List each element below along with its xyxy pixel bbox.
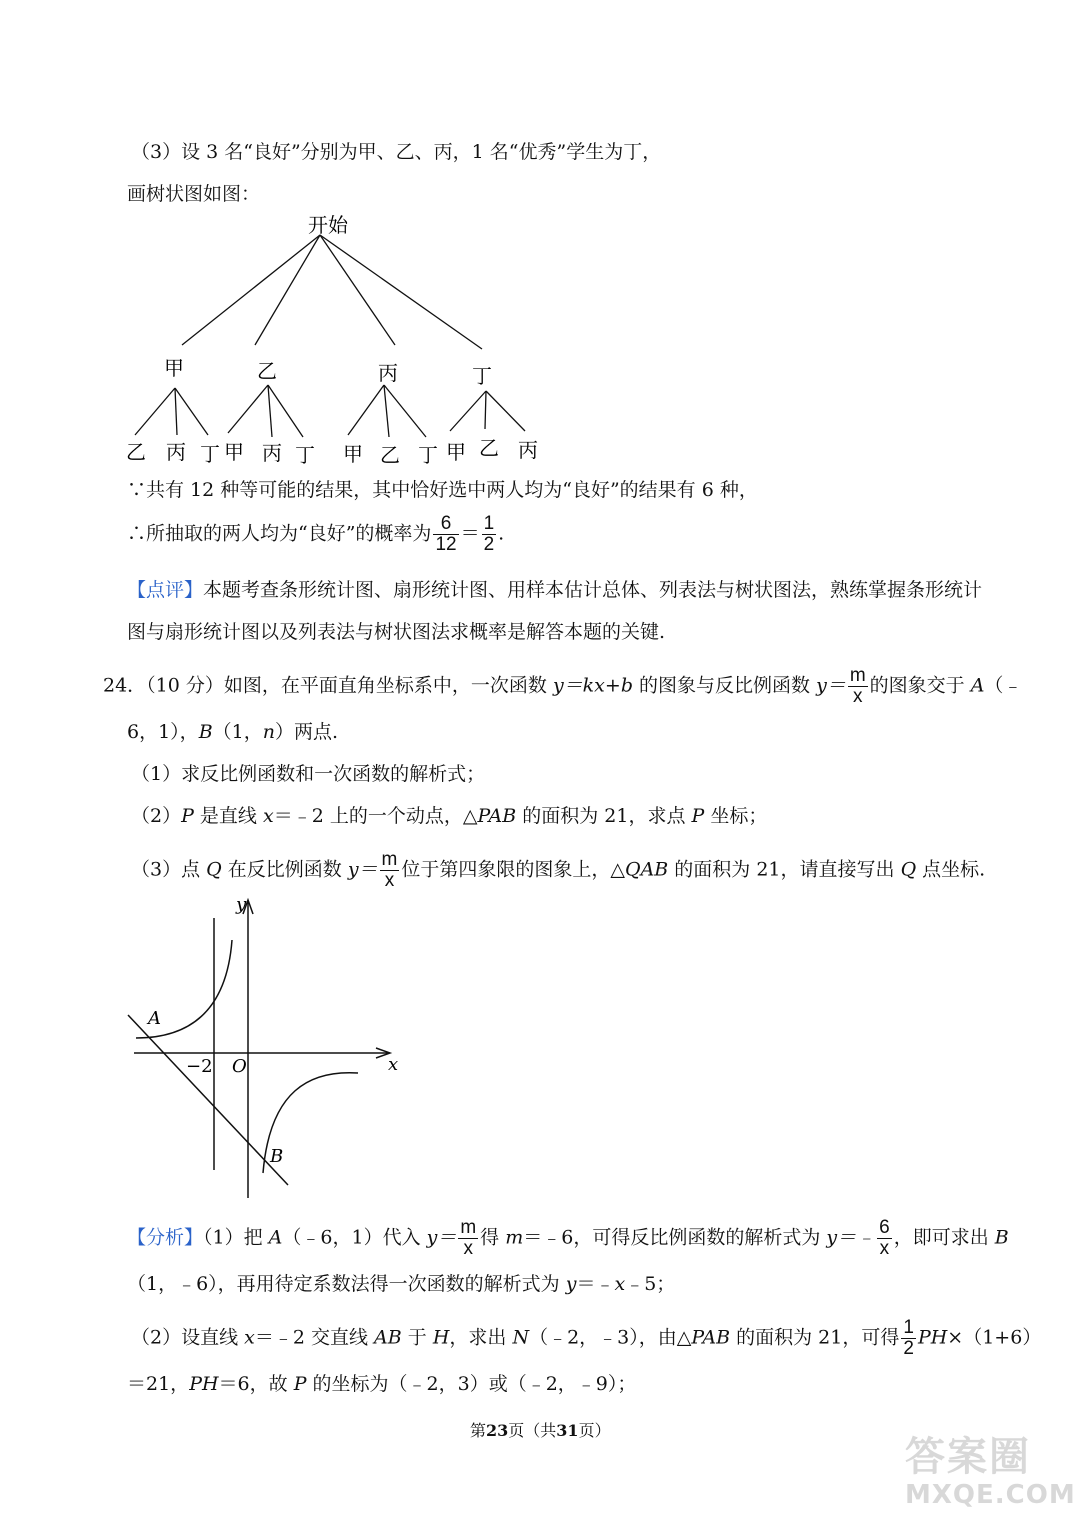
tree-l1-1: 乙 bbox=[257, 359, 277, 383]
tree-l2-2-0: 甲 bbox=[343, 442, 363, 466]
x-label: x bbox=[388, 1054, 399, 1075]
q24-text: 是直线 bbox=[193, 805, 263, 827]
analysis-text: （1）把 bbox=[203, 1226, 269, 1249]
analysis-text: ，即可求出 bbox=[893, 1226, 995, 1249]
tree-l2-3-2: 丙 bbox=[518, 438, 538, 462]
tree-l2-1-0: 甲 bbox=[224, 440, 244, 464]
tree-l2-0-0: 乙 bbox=[126, 440, 146, 464]
analysis-text: ＝﹣ bbox=[576, 1273, 615, 1295]
fraction-m-x bbox=[458, 1218, 478, 1259]
frac-num: 6 bbox=[879, 1217, 890, 1238]
analysis-line4 bbox=[127, 1372, 636, 1396]
neg2-label: −2 bbox=[186, 1056, 213, 1077]
because-line: ∵共有 12 种等可能的结果，其中恰好选中两人均为“良好”的结果有 6 种， bbox=[127, 479, 758, 501]
fraction-1-2 bbox=[482, 514, 497, 555]
fraction-m-x bbox=[380, 850, 400, 891]
q24-text: 坐标； bbox=[704, 805, 768, 827]
analysis-text: ＝﹣2 交直线 bbox=[254, 1326, 375, 1349]
frac-den: x bbox=[879, 1238, 890, 1259]
q24-y-eq: y＝ bbox=[347, 858, 378, 881]
therefore-text: ∴所抽取的两人均为“良好”的概率为 bbox=[127, 522, 432, 545]
frac-num: 1 bbox=[903, 1317, 914, 1338]
q24-text: （﹣ bbox=[984, 674, 1023, 697]
analysis-text: （﹣6，1）代入 bbox=[282, 1226, 427, 1249]
q24-text: 在反比例函数 bbox=[221, 858, 348, 881]
tree-diagram bbox=[110, 205, 570, 470]
point-n: N bbox=[512, 1326, 530, 1349]
frac-num: 1 bbox=[483, 513, 495, 534]
tree-l2-2-1: 乙 bbox=[380, 443, 400, 467]
review-line2: 图与扇形统计图以及列表法与树状图法求概率是解答本题的关键. bbox=[127, 621, 666, 643]
analysis-text: （1，﹣6），再用待定系数法得一次函数的解析式为 bbox=[127, 1273, 566, 1295]
point-p: P bbox=[293, 1373, 307, 1395]
q24-sub2 bbox=[131, 804, 767, 828]
point-p: P bbox=[691, 805, 705, 827]
var-m: m bbox=[505, 1226, 524, 1249]
frac-den: 12 bbox=[435, 534, 457, 555]
tree-root: 开始 bbox=[308, 213, 348, 237]
frac-den: x bbox=[852, 686, 863, 707]
q24-text: 的图象与反比例函数 bbox=[632, 674, 817, 697]
tree-l2-3-0: 甲 bbox=[446, 440, 466, 464]
fraction-m-x bbox=[848, 666, 868, 707]
analysis-line1 bbox=[127, 1218, 1009, 1259]
q24-text: （2） bbox=[131, 805, 182, 827]
part3-line2: 画树状图如图： bbox=[127, 183, 261, 205]
q24-text: 点坐标. bbox=[916, 858, 986, 881]
review-text1: 本题考查条形统计图、扇形统计图、用样本估计总体、列表法与树状图法，熟练掌握条形统计 bbox=[203, 579, 983, 601]
q24-linear-func: y＝kx+b bbox=[552, 674, 633, 697]
analysis-text: ﹣5； bbox=[625, 1273, 676, 1295]
origin-label: O bbox=[232, 1056, 247, 1077]
analysis-line2 bbox=[127, 1272, 675, 1296]
frac-den: x bbox=[384, 870, 395, 891]
q24-text: 的面积为 21，求点 bbox=[516, 805, 692, 827]
analysis-text: 的面积为 21，可得 bbox=[730, 1326, 900, 1349]
tree-l2-0-2: 丁 bbox=[200, 442, 220, 466]
coordinate-graph bbox=[120, 890, 410, 1205]
y-eq: y＝ bbox=[426, 1226, 457, 1249]
analysis-text: （﹣2，﹣3），由△ bbox=[529, 1326, 692, 1349]
point-a: A bbox=[268, 1226, 283, 1249]
q24-text: 24．（10 分）如图，在平面直角坐标系中，一次函数 bbox=[103, 674, 553, 697]
tree-l1-2: 丙 bbox=[378, 361, 398, 385]
q24-sub1: （1）求反比例函数和一次函数的解析式； bbox=[131, 763, 486, 785]
q24-text: 位于第四象限的图象上，△ bbox=[401, 858, 625, 881]
tree-l2-2-2: 丁 bbox=[418, 443, 438, 467]
y-label: y bbox=[236, 894, 247, 915]
frac-den: 2 bbox=[903, 1338, 914, 1359]
therefore-line bbox=[127, 514, 504, 555]
analysis-text: ＝﹣6，可得反比例函数的解析式为 bbox=[523, 1226, 827, 1249]
analysis-text: ，求出 bbox=[449, 1326, 513, 1349]
point-q: Q bbox=[206, 858, 222, 881]
frac-den: 2 bbox=[483, 534, 495, 555]
triangle-pab: PAB bbox=[477, 805, 517, 827]
var-y: y bbox=[565, 1273, 577, 1295]
q24-line1 bbox=[103, 666, 1022, 707]
period: . bbox=[498, 522, 505, 545]
q24-text: 6，1）， bbox=[127, 721, 199, 743]
tree-l2-0-1: 丙 bbox=[166, 440, 186, 464]
analysis-text: ＝21， bbox=[127, 1373, 190, 1395]
footer-text: 第 bbox=[470, 1421, 487, 1440]
var-x: x bbox=[614, 1273, 626, 1295]
analysis-tag: 【分析】 bbox=[127, 1226, 204, 1249]
q24-text: ＝﹣2 上的一个动点，△ bbox=[273, 805, 478, 827]
analysis-line3 bbox=[131, 1318, 1041, 1359]
tree-l2-1-2: 丁 bbox=[295, 443, 315, 467]
tree-branches bbox=[135, 235, 525, 437]
frac-num: m bbox=[849, 665, 866, 686]
segment-ph: PH bbox=[189, 1373, 219, 1395]
analysis-text: ×（1+6） bbox=[947, 1326, 1042, 1349]
q24-text: 的面积为 21，请直接写出 bbox=[668, 858, 901, 881]
review-line1 bbox=[127, 578, 982, 602]
tree-l2-3-1: 乙 bbox=[479, 436, 499, 460]
footer-text: 页） bbox=[578, 1421, 611, 1440]
q24-sub3 bbox=[131, 850, 985, 891]
equals-sign: ＝ bbox=[460, 522, 480, 545]
frac-num: m bbox=[460, 1217, 477, 1238]
q24-text: （1， bbox=[212, 721, 263, 743]
analysis-text: 于 bbox=[401, 1326, 433, 1349]
tree-l2-1-1: 丙 bbox=[262, 441, 282, 465]
triangle-pab: PAB bbox=[691, 1326, 731, 1349]
watermark-site: MXQE.COM bbox=[905, 1480, 1076, 1510]
watermark-logo: 答案圈 bbox=[905, 1434, 1031, 1480]
fraction-6-12 bbox=[433, 514, 458, 555]
frac-num: 6 bbox=[433, 514, 458, 535]
q24-text: （3）点 bbox=[131, 858, 207, 881]
segment-ph: PH bbox=[917, 1326, 948, 1349]
page-footer bbox=[470, 1418, 611, 1441]
point-a: A bbox=[970, 674, 985, 697]
frac-num: m bbox=[381, 849, 398, 870]
analysis-text: 的坐标为（﹣2，3）或（﹣2，﹣9）； bbox=[306, 1373, 637, 1395]
total-pages: 31 bbox=[556, 1421, 579, 1440]
fraction-1-2 bbox=[901, 1318, 916, 1359]
point-q: Q bbox=[900, 858, 917, 881]
footer-text: 页（共 bbox=[508, 1421, 557, 1440]
analysis-text: ＝6，故 bbox=[218, 1373, 294, 1395]
fraction-6-x bbox=[877, 1218, 892, 1259]
analysis-text: （2）设直线 bbox=[131, 1326, 245, 1349]
tree-l1-0: 甲 bbox=[164, 356, 184, 380]
line-ab: AB bbox=[374, 1326, 402, 1349]
page-number: 23 bbox=[486, 1421, 509, 1440]
point-b: B bbox=[198, 721, 213, 743]
analysis-text: 得 bbox=[480, 1226, 506, 1249]
point-p: P bbox=[181, 805, 194, 827]
point-h: H bbox=[432, 1326, 450, 1349]
q24-y-eq: y＝ bbox=[816, 674, 846, 697]
var-x: x bbox=[262, 805, 274, 827]
part3-line1: （3）设 3 名“良好”分别为甲、乙、丙，1 名“优秀”学生为丁， bbox=[131, 141, 662, 163]
y-eq-neg: y＝﹣ bbox=[826, 1226, 876, 1249]
review-tag: 【点评】 bbox=[127, 579, 204, 601]
q24-line2 bbox=[127, 720, 338, 744]
tree-l1-3: 丁 bbox=[472, 364, 492, 388]
triangle-qab: QAB bbox=[625, 858, 669, 881]
frac-den: x bbox=[463, 1238, 473, 1259]
point-a-label: A bbox=[148, 1008, 161, 1029]
var-n: n bbox=[262, 721, 275, 743]
point-b-label: B bbox=[270, 1146, 284, 1167]
var-x: x bbox=[244, 1326, 255, 1349]
point-b: B bbox=[994, 1226, 1009, 1249]
q24-text: 的图象交于 bbox=[869, 674, 971, 697]
q24-text: ）两点. bbox=[275, 721, 339, 743]
